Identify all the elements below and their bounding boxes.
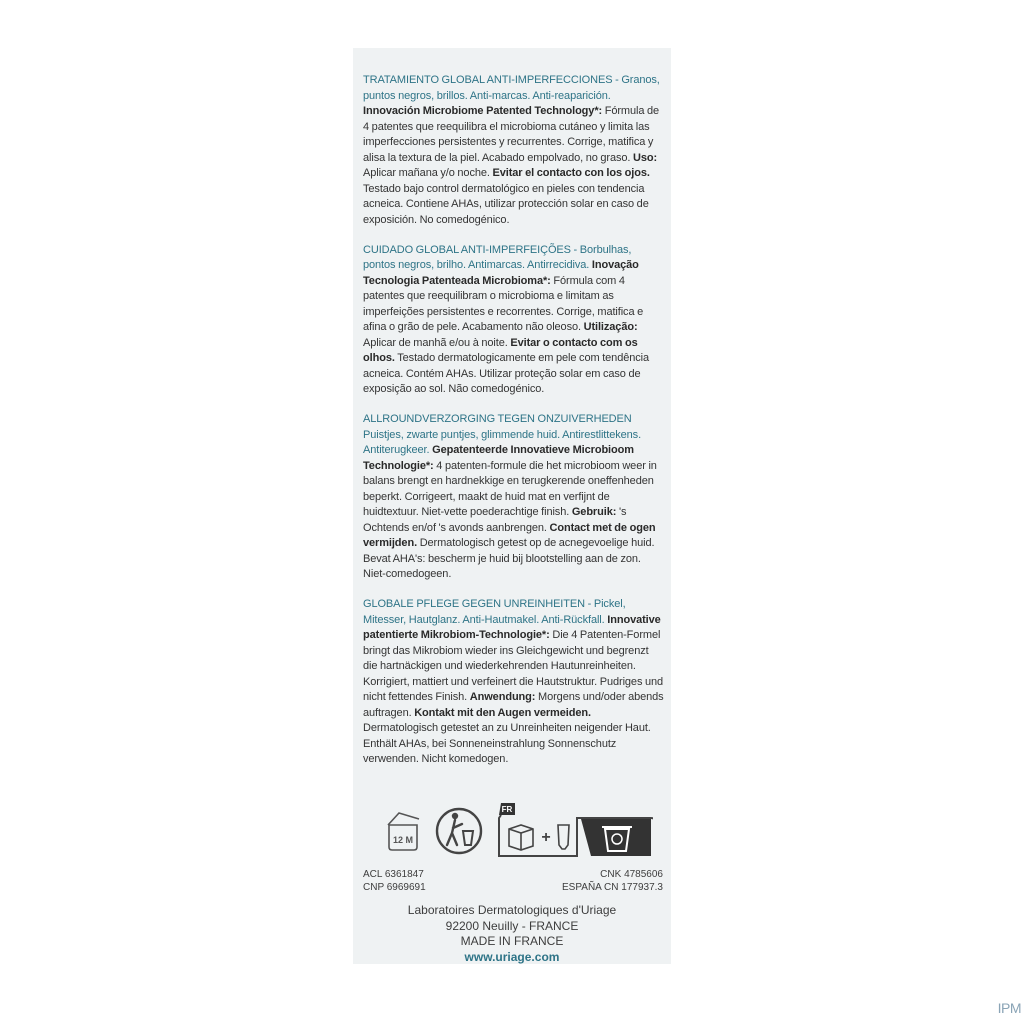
- tidyman-icon: [437, 809, 481, 853]
- cnp-code: CNP 6969691: [363, 881, 426, 893]
- tech-es: Innovación Microbiome Patented Technology*:: [363, 105, 603, 117]
- use-label-pt: Utilização:: [583, 321, 638, 333]
- warning-de: Kontakt mit den Augen vermeiden.: [414, 706, 591, 719]
- espana-code: ESPAÑA CN 177937.3: [562, 881, 663, 893]
- product-label-panel: [353, 48, 671, 964]
- body1-nl: 4 patenten-formule die het microbioom weer in balans brengt en hardnekkige en terugkerende oneffenheden beperkt. Corrigeert, maakt de huid mat en verfijnt de huidtextuur. Niet-vette poederachtige finish.: [363, 459, 657, 518]
- heading-de: GLOBALE PFLEGE GEGEN UNREINHEITEN - Pickel, Mitesser, Hautglanz. Anti-Hautmakel. Anti-Rückfall.: [363, 598, 626, 626]
- body1-es: Fórmula de 4 patentes que reequilibra el microbioma cutáneo y limita las imperfecciones persistentes y recurrentes. Corrige, matifica y alisa la textura de la piel. Acabado empolvado, no graso.: [363, 105, 660, 164]
- section-dutch: [363, 412, 664, 583]
- company-name: Laboratoires Dermatologiques d'Uriage: [407, 903, 617, 917]
- heading-nl: ALLROUNDVERZORGING TEGEN ONZUIVERHEDEN Puistjes, zwarte puntjes, glimmende huid. Antirestlittekens. Antiterugkeer.: [363, 413, 642, 456]
- plus-sign: +: [541, 829, 551, 846]
- body2-nl: 's Ochtends en/of 's avonds aanbrengen.: [363, 506, 627, 534]
- section-spanish: [363, 73, 664, 228]
- use-label-de: Anwendung:: [469, 691, 536, 703]
- use-label-es: Uso:: [633, 151, 658, 164]
- body1-de: Die 4 Patenten-Formel bringt das Mikrobiom wieder ins Gleichgewicht und begrenzt die hartnäckigen und wiederkehrenden Hautunreinheiten. Korrigiert, mattiert und verfeinert die Hautstruktur. Pudriges und nicht fettendes Finish.: [363, 629, 664, 703]
- tech-pt: Inovação Tecnologia Patenteada Microbioma*:: [363, 259, 639, 287]
- use-label-nl: Gebruik:: [571, 506, 617, 518]
- cnk-code: CNK 4785606: [600, 869, 663, 880]
- pao-jar-icon: [388, 813, 419, 850]
- heading-es: TRATAMIENTO GLOBAL ANTI-IMPERFECCIONES - Granos, puntos negros, brillos. Anti-marcas. Anti-reaparición.: [363, 74, 660, 102]
- body3-es: Testado bajo control dermatológico en pieles con tendencia acneica. Contiene AHAs, utilizar protección solar en caso de exposición. No comedogénico.: [363, 182, 649, 226]
- body3-pt: Testado dermatologicamente em pele com tendência acneica. Contém AHAs. Utilizar proteção solar em caso de exposição ao sol. Não comedogénico.: [363, 352, 650, 395]
- warning-nl: Contact met de ogen vermijden.: [363, 521, 656, 549]
- ipm-watermark: IPM: [997, 1000, 1021, 1016]
- warning-pt: Evitar o contacto com os olhos.: [363, 336, 638, 364]
- made-in: MADE IN FRANCE: [460, 934, 564, 948]
- tube-icon: [558, 825, 569, 849]
- heading-pt: CUIDADO GLOBAL ANTI-IMPERFEIÇÕES - Borbulhas, pontos negros, brilho. Antimarcas. Antirrecidiva.: [363, 243, 632, 271]
- warning-es: Evitar el contacto con los ojos.: [492, 167, 650, 179]
- triman-sorting-icon: [499, 803, 653, 856]
- tech-nl: Gepatenteerde Innovatieve Microbioom Technologie*:: [363, 444, 634, 472]
- acl-code: ACL 6361847: [363, 869, 424, 880]
- section-portuguese: [363, 243, 664, 398]
- box-icon: [509, 825, 533, 850]
- manufacturer-address: [353, 903, 671, 965]
- company-city: 92200 Neuilly - FRANCE: [445, 918, 579, 933]
- body1-pt: Fórmula com 4 patentes que reequilibram o microbioma e limitam as imperfeições persistentes e recorrentes. Corrige, matifica e afina o grão de pele. Acabamento não oleoso.: [363, 274, 644, 333]
- website-link[interactable]: www.uriage.com: [464, 949, 560, 964]
- section-german: [363, 597, 664, 768]
- body3-de: Dermatologisch getestet an zu Unreinheiten neigender Haut. Enthält AHAs, bei Sonneneinstrahlung Sonnenschutz verwenden. Nicht komedogen.: [363, 722, 651, 765]
- body2-pt: Aplicar de manhã e/ou à noite.: [363, 336, 508, 349]
- tech-de: Innovative patentierte Mikrobiom-Technologie*:: [363, 613, 661, 641]
- fr-badge: FR: [501, 805, 513, 814]
- body2-es: Aplicar mañana y/o noche.: [363, 167, 490, 179]
- packaging-symbols: [383, 801, 653, 861]
- body3-nl: Dermatologisch getest op de acnegevoelige huid. Bevat AHA's: bescherm je huid bij blootstelling aan de zon. Niet-comedogeen.: [363, 537, 655, 580]
- pao-label: 12 M: [392, 835, 414, 845]
- body2-de: Morgens und/oder abends auftragen.: [363, 691, 664, 719]
